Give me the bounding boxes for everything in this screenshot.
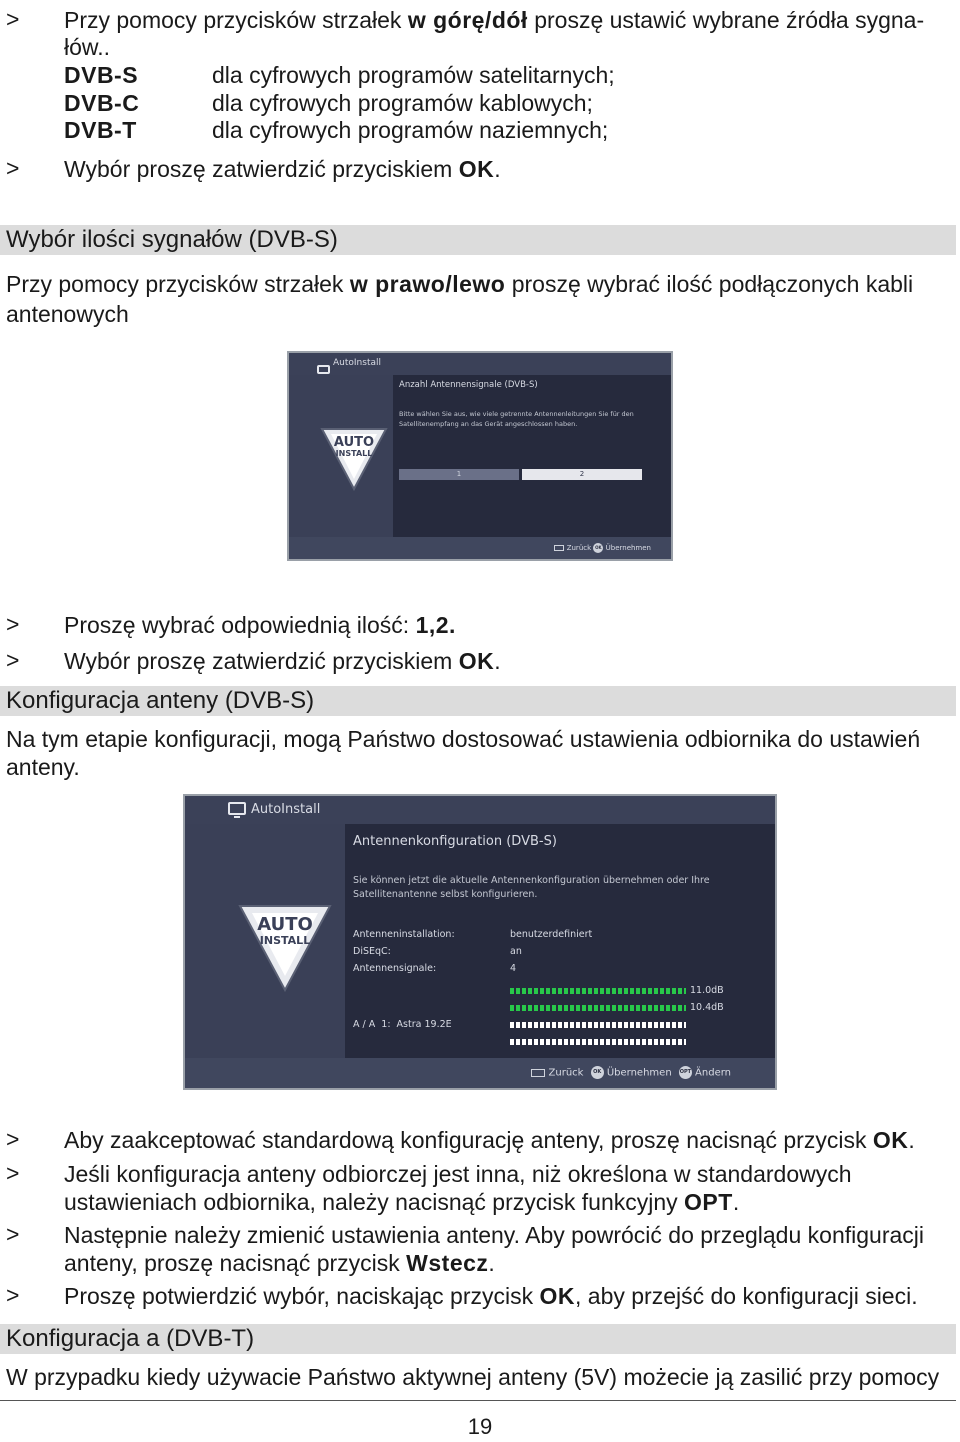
- source-desc-dvbc: dla cyfrowych programów kablowych;: [212, 90, 593, 116]
- screen-footer-bar: [185, 1058, 775, 1088]
- after2-bullet-4: [64, 1282, 918, 1310]
- text: , aby przejść do konfiguracji sieci.: [575, 1283, 918, 1309]
- bullet-marker: >: [6, 647, 20, 673]
- option-2-button-selected[interactable]: 2: [522, 469, 642, 480]
- setting-value: an: [510, 946, 522, 957]
- bold-text: OK: [458, 648, 495, 674]
- signal-level-bar-1: [510, 988, 686, 994]
- text: anteny.: [6, 754, 80, 780]
- signal-label: A / A 1: Astra 19.2E: [353, 1019, 452, 1030]
- text: proszę wybrać ilość podłączonych kabli: [505, 271, 914, 297]
- section3-paragraph: W przypadku kiedy używacie Państwo aktywnej anteny (5V) możecie ją zasilić przy pomocy: [6, 1364, 940, 1390]
- source-desc-dvbt: dla cyfrowych programów naziemnych;: [212, 117, 609, 143]
- logo-text-line2: INSTALL: [335, 449, 373, 458]
- after2-bullet-1: [64, 1126, 915, 1154]
- text: Przy pomocy przycisków strzałek: [64, 7, 408, 33]
- after1-bullet-1: [64, 611, 456, 639]
- text: .: [494, 648, 501, 674]
- setting-value: benutzerdefiniert: [510, 929, 593, 940]
- autoinstall-screenshot-antenna: [183, 794, 777, 1090]
- intro-bullet-1: [64, 6, 924, 34]
- text: antenowych: [6, 301, 129, 327]
- after2-bullet-2-line1: Jeśli konfiguracja anteny odbiorczej jest inna, niż określona w standardowych: [64, 1161, 852, 1187]
- bullet-marker: >: [6, 6, 20, 32]
- heading-text: Wybór ilości sygnałów (DVB-S): [6, 226, 338, 253]
- text: Aby zaakceptować standardową konfigurację anteny, proszę nacisnąć przycisk: [64, 1127, 873, 1153]
- footer-change-label: Ändern: [695, 1067, 731, 1079]
- text: Wybór proszę zatwierdzić przyciskiem: [64, 648, 459, 674]
- signal-level-value: 11.0dB: [690, 985, 724, 996]
- intro-bullet-2: [64, 155, 501, 183]
- auto-install-logo-icon: [319, 425, 389, 491]
- bold-text: OK: [539, 1283, 575, 1309]
- logo-text-line2: INSTALL: [259, 934, 311, 947]
- description-line: Satellitenempfang an das Gerät angeschlossen haben.: [399, 420, 578, 428]
- bullet-marker: >: [6, 1282, 20, 1308]
- bullet-marker: >: [6, 611, 20, 637]
- bullet-marker: >: [6, 155, 20, 181]
- intro-bullet-1-cont: łów..: [64, 34, 111, 60]
- text: ustawieniach odbiornika, należy nacisnąć przycisk funkcyjny: [64, 1189, 685, 1215]
- description-line: Sie können jetzt die aktuelle Antennenkonfiguration übernehmen oder Ihre: [353, 875, 710, 886]
- setting-label: DiSEqC:: [353, 946, 391, 957]
- page-number: 19: [467, 1414, 493, 1439]
- footer-accept-label: Übernehmen: [606, 1067, 672, 1079]
- screen-main-panel: [393, 375, 671, 541]
- description-line: Satellitenantenne selbst konfigurieren.: [353, 889, 538, 900]
- text: Przy pomocy przycisków strzałek: [6, 271, 350, 297]
- bold-text: OK: [872, 1127, 909, 1153]
- screen-app-title: AutoInstall: [333, 358, 381, 368]
- text: .: [908, 1127, 915, 1153]
- text: Wybór proszę zatwierdzić przyciskiem: [64, 156, 459, 182]
- bold-text: w górę/dół: [407, 7, 528, 33]
- bullet-marker: >: [6, 1126, 20, 1152]
- ok-button-icon: OK: [593, 543, 603, 553]
- bold-text: Wstecz: [406, 1250, 489, 1276]
- after2-bullet-3-line2: [64, 1249, 495, 1277]
- source-code-dvbs: DVB-S: [64, 62, 139, 88]
- text: Na tym etapie konfiguracji, mogą Państwo dostosować ustawienia odbiornika do ustawień: [6, 726, 921, 752]
- settings-values: [510, 926, 592, 977]
- panel-description: [399, 409, 634, 429]
- section2-paragraph: [6, 725, 940, 781]
- signal-level-bar-2: [510, 1005, 686, 1011]
- section-heading-signals: [0, 225, 956, 255]
- auto-install-logo-icon: [237, 902, 333, 992]
- screen-app-title: AutoInstall: [251, 802, 321, 817]
- back-icon: [554, 545, 564, 551]
- bold-text: OK: [458, 156, 495, 182]
- signal-level-value: 10.4dB: [690, 1002, 724, 1013]
- description-line: Bitte wählen Sie aus, wie viele getrennte Antennenleitungen Sie für den: [399, 410, 634, 418]
- option-1-button[interactable]: 1: [399, 469, 519, 480]
- after2-bullet-3-line1: Następnie należy zmienić ustawienia anteny. Aby powrócić do przeglądu konfiguracji: [64, 1222, 924, 1248]
- screen-footer-bar: [289, 537, 671, 559]
- text: .: [488, 1250, 495, 1276]
- section-heading-dvbt: [0, 1324, 956, 1354]
- footer-hints: [554, 543, 651, 553]
- section-heading-antenna-config: [0, 686, 956, 716]
- footer-hints: [531, 1066, 731, 1079]
- source-desc-dvbs: dla cyfrowych programów satelitarnych;: [212, 62, 615, 88]
- signal-level-bar-3: [510, 1022, 686, 1028]
- back-icon: [531, 1069, 545, 1077]
- panel-description: [353, 874, 710, 902]
- logo-text-line1: AUTO: [333, 435, 375, 450]
- panel-title: Antennenkonfiguration (DVB-S): [353, 834, 557, 849]
- screen-left-panel: [185, 824, 345, 1060]
- bold-text: 1,2.: [415, 612, 456, 638]
- tv-icon: [228, 802, 246, 815]
- source-code-dvbc: DVB-C: [64, 90, 140, 116]
- setting-label: Antennensignale:: [353, 963, 437, 974]
- screen-left-panel: [289, 375, 393, 541]
- bold-text: OPT: [684, 1189, 733, 1215]
- after2-bullet-2-line2: [64, 1188, 739, 1216]
- ok-button-icon: OK: [591, 1066, 604, 1079]
- settings-labels: [353, 926, 455, 977]
- section1-paragraph: [6, 269, 940, 329]
- text: proszę ustawić wybrane źródła sygna-: [527, 7, 925, 33]
- text: .: [732, 1189, 740, 1215]
- opt-button-icon: OPT: [679, 1066, 692, 1079]
- footer-back-label: Zurück: [548, 1067, 584, 1079]
- text: Proszę potwierdzić wybór, naciskając przycisk: [64, 1283, 540, 1309]
- signal-levels: [690, 982, 724, 1016]
- screen-main-panel: [345, 824, 775, 1060]
- screen-title-bar: [289, 353, 671, 375]
- tv-icon: [317, 365, 330, 374]
- heading-text: Konfiguracja anteny (DVB-S): [6, 687, 315, 714]
- setting-label: Antenneninstallation:: [353, 929, 455, 940]
- bullet-marker: >: [6, 1160, 20, 1186]
- autoinstall-screenshot-signals: [287, 351, 673, 561]
- screen-title-bar: [185, 796, 775, 824]
- footer-accept-label: Übernehmen: [605, 544, 651, 552]
- text: Proszę wybrać odpowiednią ilość:: [64, 612, 416, 638]
- footer-back-label: Zurück: [566, 544, 592, 552]
- source-code-dvbt: DVB-T: [64, 117, 137, 143]
- after1-bullet-2: [64, 647, 501, 675]
- setting-value: 4: [510, 963, 517, 974]
- panel-title: Anzahl Antennensignale (DVB-S): [399, 380, 538, 390]
- heading-text: Konfiguracja a (DVB-T): [6, 1325, 255, 1352]
- bullet-marker: >: [6, 1221, 20, 1247]
- footer-divider: [0, 1400, 956, 1401]
- text: anteny, proszę nacisnąć przycisk: [64, 1250, 407, 1276]
- text: .: [494, 156, 501, 182]
- logo-text-line1: AUTO: [257, 914, 313, 935]
- bold-text: w prawo/lewo: [349, 271, 506, 297]
- signal-level-bar-4: [510, 1039, 686, 1045]
